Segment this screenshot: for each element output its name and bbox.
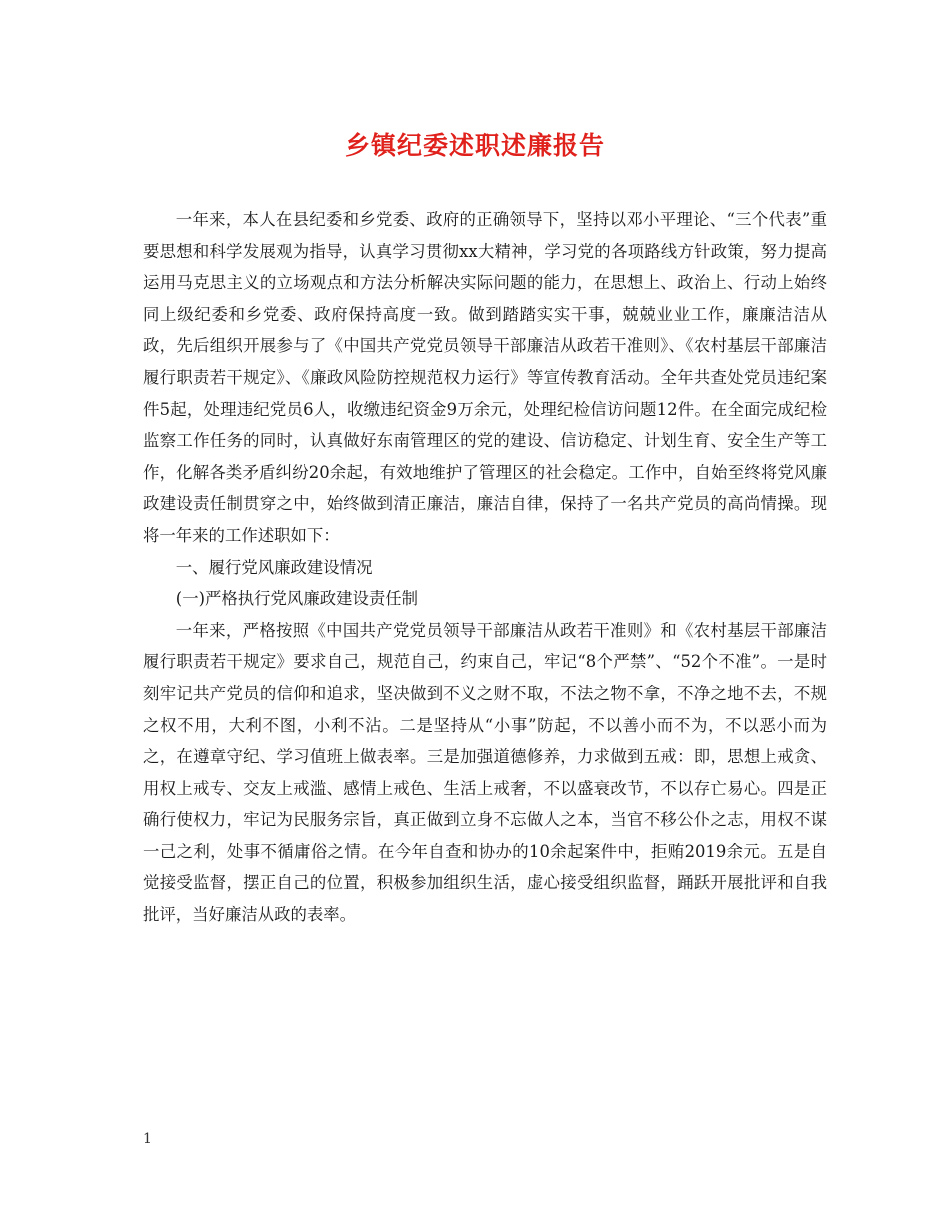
subsection-heading: (一)严格执行党风廉政建设责任制 (175, 589, 419, 609)
intro-paragraph: 一年来，本人在县纪委和乡党委、政府的正确领导下，坚持以邓小平理论、“三个代表”重要思想和科学发展观为指导，认真学习贯彻xx大精神，学习党的各项路线方针政策，努力提高运用马克思主义的立场观点和方法分析解决实际问题的能力，在思想上、政治上、行动上始终同上级纪委和乡党委、政府保持高度一致。做到踏踏实实干事，兢兢业业工作，廉廉洁洁从政，先后组织开展参与了《中国共产党党员领导干部廉洁从政若干准则》、《农村基层干部廉洁履行职责若干规定》、《廉政风险防控规范权力运行》等宣传教育活动。全年共查处党员违纪案件5起，处理违纪党员6人，收缴违纪资金9万余元，处理纪检信访问题12件。在全面完成纪检监察工作任务的同时，认真做好东南管理区的党的建设、信访稳定、计划生育、安全生产等工作，化解各类矛盾纠纷20余起，有效地维护了管理区的社会稳定。工作中，自始至终将党风廉政建设责任制贯穿之中，始终做到清正廉洁，廉洁自律，保持了一名共产党员的高尚情操。现将一年来的工作述职如下： (143, 210, 827, 545)
section-heading: 一、履行党风廉政建设情况 (175, 557, 373, 577)
body-paragraph: 一年来，严格按照《中国共产党党员领导干部廉洁从政若干准则》和《农村基层干部廉洁履行职责若干规定》要求自己，规范自己，约束自己，牢记“8个严禁”、“52个不准”。一是时刻牢记共产党员的信仰和追求，坚决做到不义之财不取，不法之物不拿，不净之地不去，不规之权不用，大利不图，小利不沾。二是坚持从“小事”防起，不以善小而不为，不以恶小而为之，在遵章守纪、学习值班上做表率。三是加强道德修养，力求做到五戒：即，思想上戒贪、用权上戒专、交友上戒滥、感情上戒色、生活上戒奢，不以盛衰改节，不以存亡易心。四是正确行使权力，牢记为民服务宗旨，真正做到立身不忘做人之本，当官不移公仆之志，用权不谋一己之利，处事不循庸俗之情。在今年自查和协办的10余起案件中，拒贿2019余元。五是自觉接受监督，摆正自己的位置，积极参加组织生活，虚心接受组织监督，踊跃开展批评和自我批评，当好廉洁从政的表率。 (143, 620, 827, 925)
document-title: 乡镇纪委述职述廉报告 (344, 131, 605, 160)
page-number: 1 (143, 1131, 152, 1147)
document-body (143, 204, 827, 931)
